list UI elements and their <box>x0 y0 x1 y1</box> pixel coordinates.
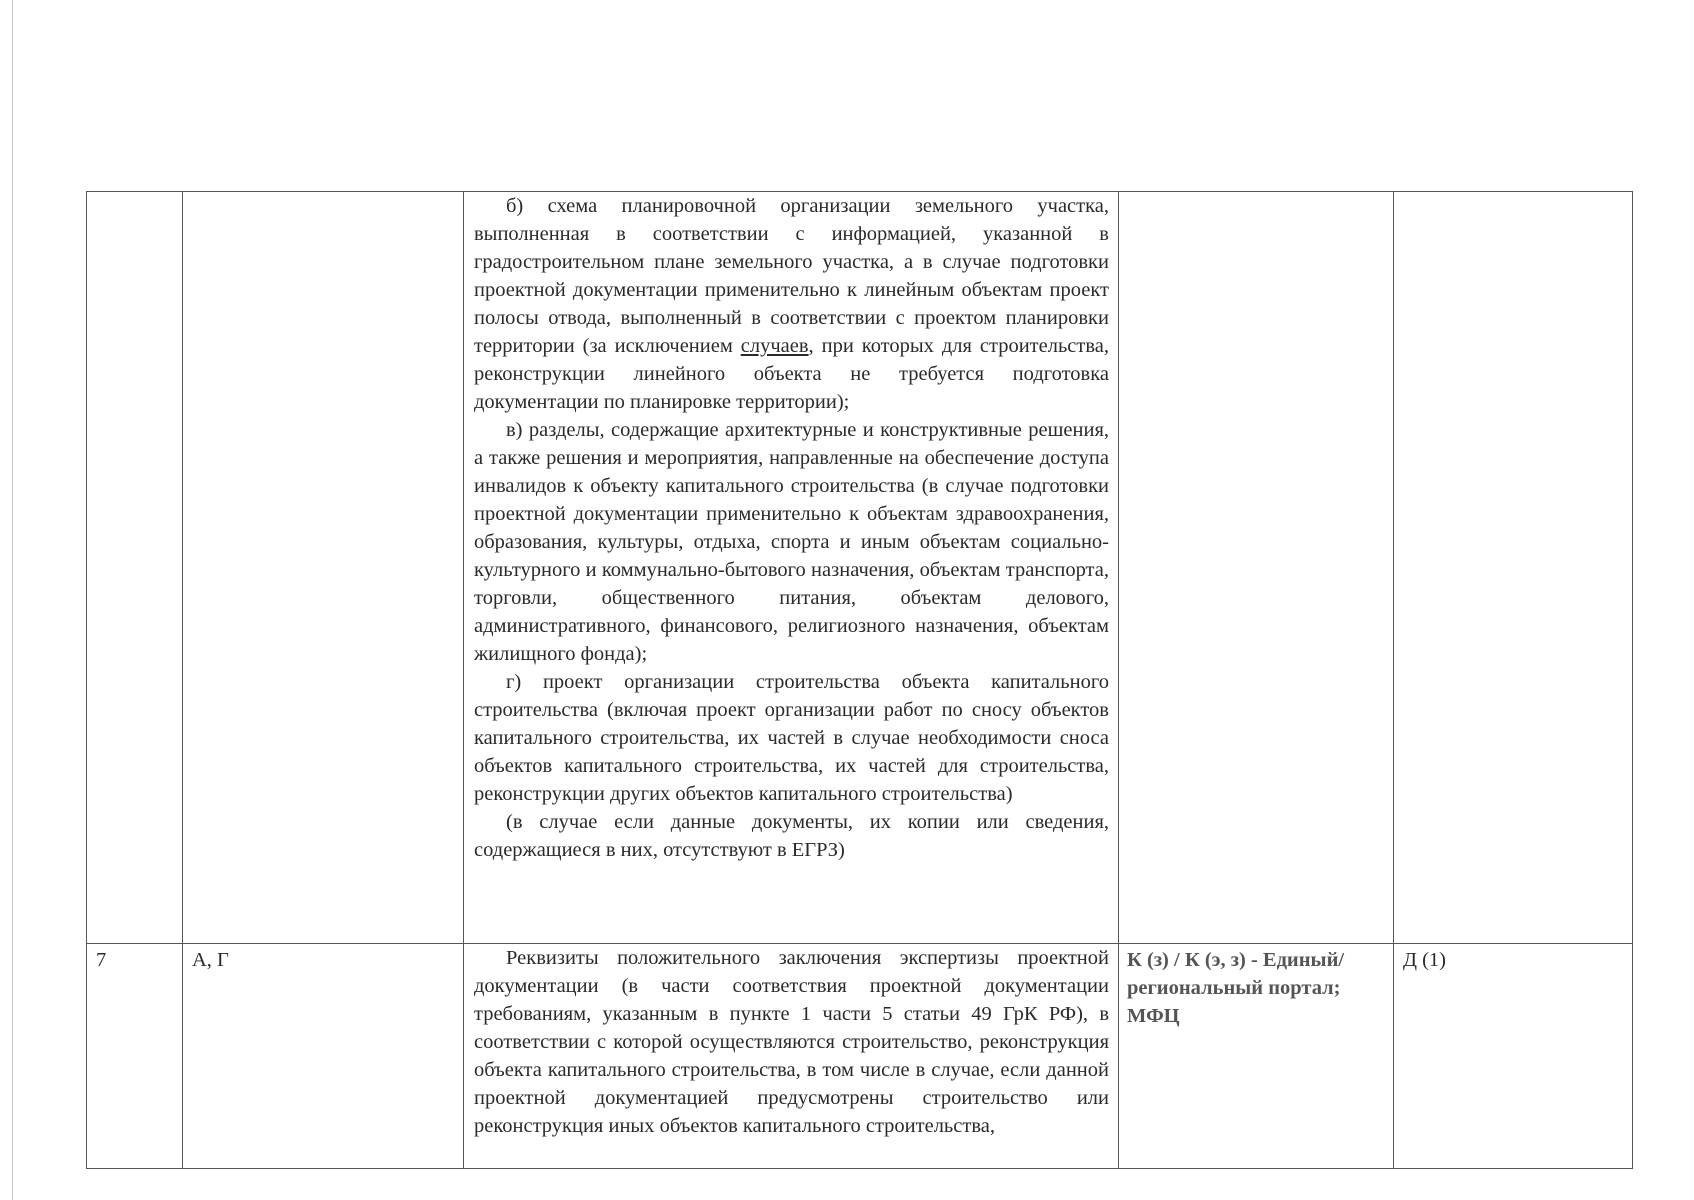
result-code <box>1394 192 1632 194</box>
paragraph-note: (в случае если данные документы, их копии или сведения, содержащиеся в них, отсутствуют в ЕГРЗ) <box>474 811 1109 861</box>
document-description-cell <box>464 192 1119 944</box>
categories-cell <box>183 192 464 944</box>
table-row <box>87 192 1633 944</box>
document-description <box>464 192 1118 864</box>
submission-channel-cell <box>1119 192 1394 944</box>
requirements-table <box>86 191 1633 1169</box>
paragraph-g: г) проект организации строительства объекта капитального строительства (включая проект организации работ по сносу объектов капитального строительства, их частей в случае необходимости сноса объектов капитального строительства, их частей для строительства, реконструкции других объектов капитального строительства) <box>474 671 1109 805</box>
row-number <box>87 192 182 194</box>
submission-channel: К (з) / К (э, з) - Единый/региональный портал; МФЦ <box>1127 949 1345 1027</box>
paragraph-requisites: Реквизиты положительного заключения экспертизы проектной документации (в части соответствия проектной документации требованиям, указанным в пункте 1 части 5 статьи 49 ГрК РФ), в соответствии с которой осуществляются строительство, реконструкция объекта капитального строительства, в том числе в случае, если данной проектной документацией предусмотрены строительство или реконструкция иных объектов капитального строительства, <box>474 947 1109 1137</box>
table-row <box>87 944 1633 1169</box>
submission-channel-cell <box>1119 944 1394 1169</box>
result-cell <box>1394 192 1633 944</box>
paragraph-b <box>474 192 1109 416</box>
result-cell <box>1394 944 1633 1169</box>
result-code: Д (1) <box>1403 949 1447 971</box>
scan-edge-line <box>12 0 13 1200</box>
cases-link[interactable]: случаев <box>740 335 809 357</box>
row-number: 7 <box>96 949 107 971</box>
row-categories: А, Г <box>192 949 229 971</box>
paragraph-b-text-end: , при которых для строительства, реконструкции линейного объекта не требуется подготовка документации по планировке территории); <box>474 335 1109 413</box>
paragraph-v: в) разделы, содержащие архитектурные и конструктивные решения, а также решения и мероприятия, направленные на обеспечение доступа инвалидов к объекту капитального строительства (в случае подготовки проектной документации применительно к объектам здравоохранения, образования, культуры, отдыха, спорта и иным объектам социально-культурного и коммунально-бытового назначения, объектам транспорта, торговли, общественного питания, объектам делового, административного, финансового, религиозного назначения, объектам жилищного фонда); <box>474 419 1109 665</box>
document-description <box>464 944 1118 1140</box>
categories-cell <box>183 944 464 1169</box>
submission-channel <box>1119 192 1393 194</box>
row-number-cell <box>87 944 183 1169</box>
row-categories <box>183 192 463 194</box>
document-description-cell <box>464 944 1119 1169</box>
paragraph-b-text-start: б) схема планировочной организации земельного участка, выполненная в соответствии с информацией, указанной в градостроительном плане земельного участка, а в случае подготовки проектной документации применительно к линейным объектам проект полосы отвода, выполненный в соответствии с проектом планировки территории (за исключением <box>474 195 1109 357</box>
row-number-cell <box>87 192 183 944</box>
